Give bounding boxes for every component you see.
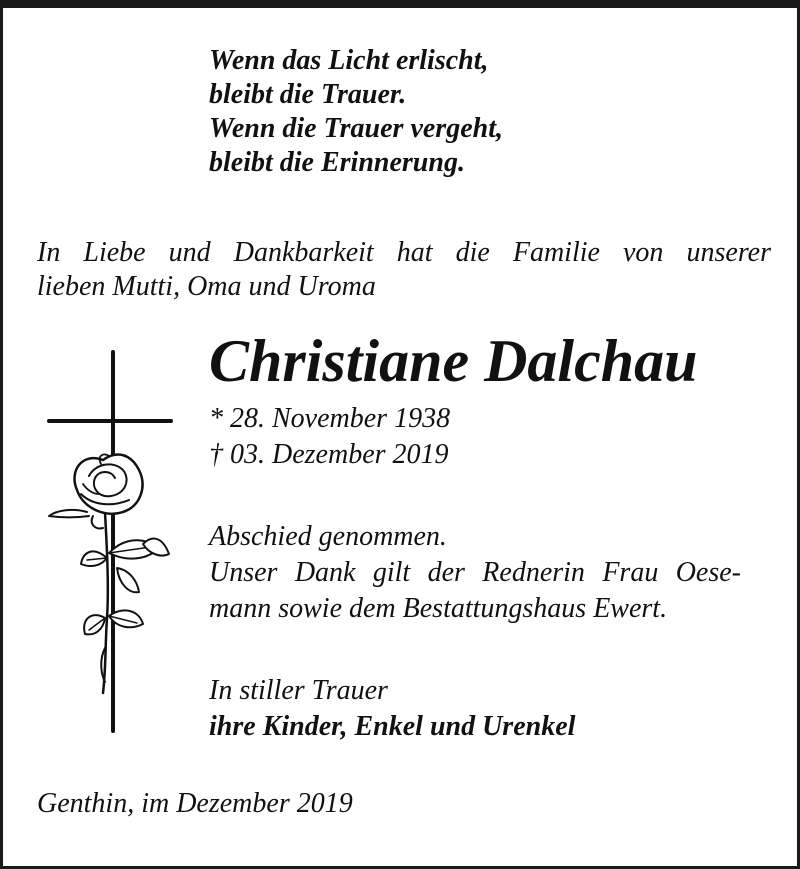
thanks-line: Unser Dank gilt der Rednerin Frau Oese-	[209, 557, 741, 588]
poem-line: bleibt die Trauer.	[209, 79, 407, 110]
intro-text	[37, 236, 771, 304]
life-dates	[209, 401, 450, 473]
signers: ihre Kinder, Enkel und Urenkel	[209, 711, 576, 742]
mourning-intro: In stiller Trauer	[209, 675, 388, 706]
thanks-line: Abschied genommen.	[209, 521, 447, 552]
poem-line: Wenn die Trauer vergeht,	[209, 113, 503, 144]
death-date: † 03. Dezember 2019	[209, 439, 449, 470]
deceased-name: Christiane Dalchau	[209, 328, 698, 394]
poem-line: bleibt die Erinnerung.	[209, 147, 465, 178]
poem	[209, 44, 503, 180]
intro-line: In Liebe und Dankbarkeit hat die Familie von unserer	[37, 237, 771, 268]
cross-with-rose-icon	[43, 348, 178, 733]
mourning-block	[209, 673, 575, 745]
thanks-text	[209, 519, 741, 627]
birth-date: * 28. November 1938	[209, 403, 451, 434]
thanks-line: mann sowie dem Bestattungshaus Ewert.	[209, 593, 668, 624]
place-date: Genthin, im Dezember 2019	[37, 788, 353, 819]
intro-line: lieben Mutti, Oma und Uroma	[37, 271, 376, 302]
poem-line: Wenn das Licht erlischt,	[209, 45, 489, 76]
